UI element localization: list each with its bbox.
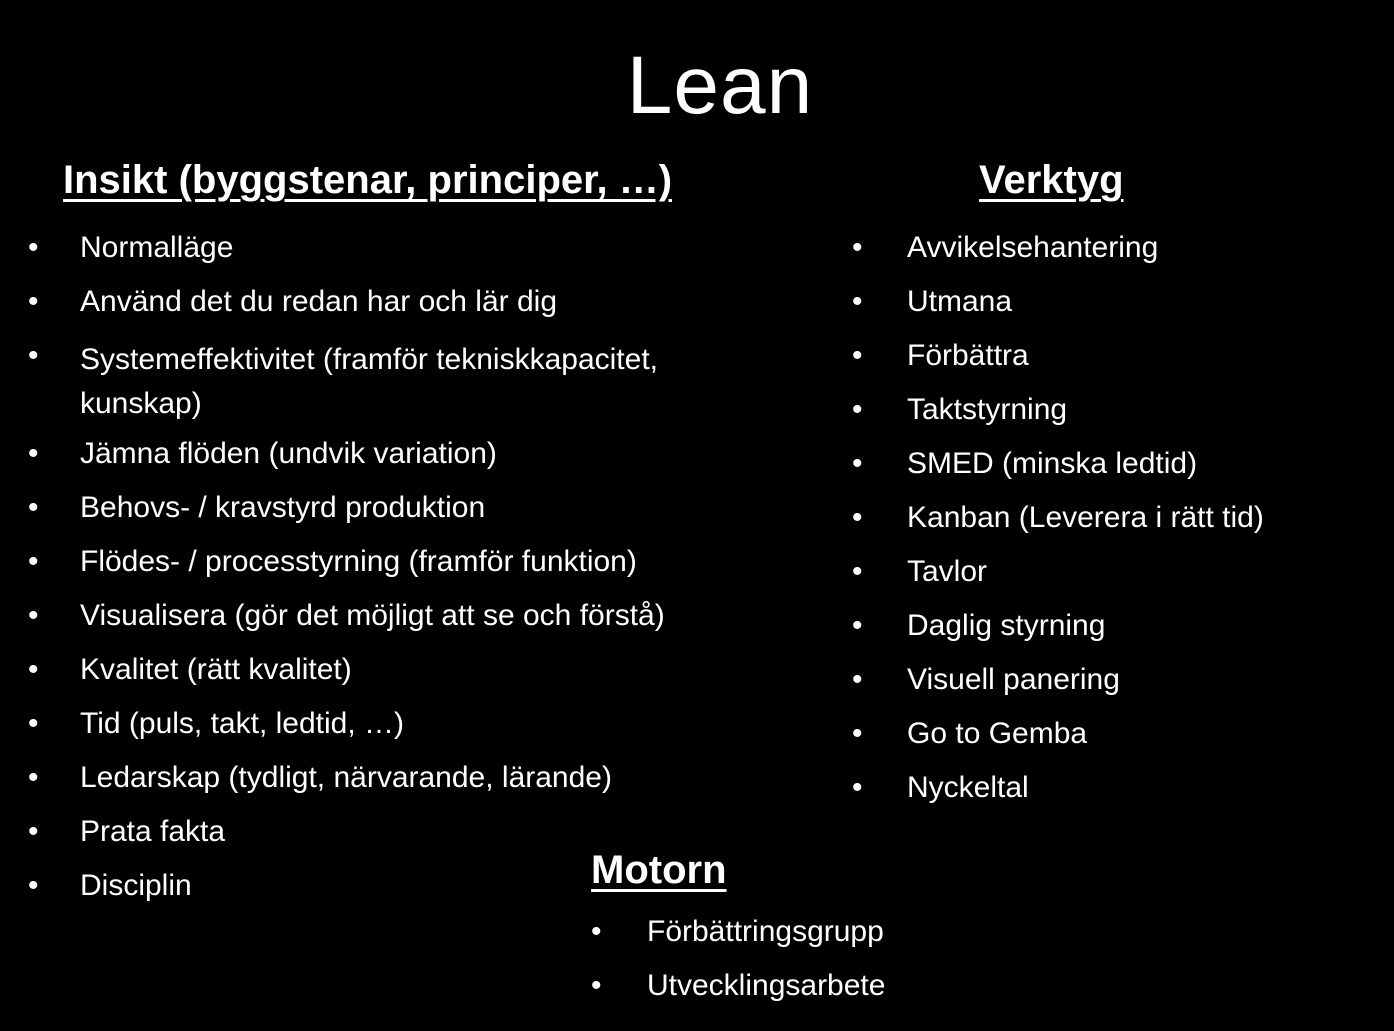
bullet: • xyxy=(852,285,863,318)
bullet: • xyxy=(852,717,863,750)
list-item: • Utvecklingsarbete xyxy=(591,969,886,1002)
tools-heading: Verktyg xyxy=(979,158,1124,202)
bullet: • xyxy=(28,653,39,686)
bullet: • xyxy=(852,663,863,696)
list-item: • Normalläge xyxy=(28,231,234,264)
bullet: • xyxy=(852,393,863,426)
list-item: • Utmana xyxy=(852,285,1013,318)
bullet: • xyxy=(28,815,39,848)
motor-list xyxy=(591,914,885,1022)
bullet: • xyxy=(28,869,39,902)
list-item: • Kvalitet (rätt kvalitet) xyxy=(28,653,352,686)
bullet: • xyxy=(852,231,863,264)
list-item: • Avvikelsehantering xyxy=(852,231,1159,264)
slide-title: Lean xyxy=(626,40,814,131)
motor-heading: Motorn xyxy=(591,848,727,892)
bullet: • xyxy=(28,437,39,470)
bullet: • xyxy=(852,609,863,642)
list-item: • Prata fakta xyxy=(28,815,226,848)
list-item: • Ledarskap (tydligt, närvarande, lärande) xyxy=(28,761,612,794)
bullet: • xyxy=(852,447,863,480)
bullet: • xyxy=(852,339,863,372)
list-item: • Taktstyrning xyxy=(852,393,1068,426)
list-item: • Go to Gemba xyxy=(852,717,1088,750)
bullet: • xyxy=(591,969,602,1002)
list-item: • SMED (minska ledtid) xyxy=(852,447,1198,480)
list-item: • Disciplin xyxy=(28,869,192,902)
list-item: • Förbättringsgrupp xyxy=(591,915,884,948)
list-item: • Visualisera (gör det möjligt att se och förstå) xyxy=(28,599,665,632)
bullet: • xyxy=(28,285,39,318)
tools-list xyxy=(852,230,1264,824)
bullet: • xyxy=(28,761,39,794)
bullet: • xyxy=(852,501,863,534)
list-item: • Nyckeltal xyxy=(852,771,1029,804)
list-item: • Daglig styrning xyxy=(852,609,1106,642)
list-item: • Behovs- / kravstyrd produktion xyxy=(28,491,486,524)
list-item: • Jämna flöden (undvik variation) xyxy=(28,437,497,470)
list-item: • Förbättra xyxy=(852,339,1029,372)
list-item: • Tid (puls, takt, ledtid, …) xyxy=(28,707,404,740)
insight-list xyxy=(28,230,828,922)
bullet: • xyxy=(591,915,602,948)
list-item: • Visuell panering xyxy=(852,663,1120,696)
list-item: • Kanban (Leverera i rätt tid) xyxy=(852,501,1264,534)
bullet: • xyxy=(28,545,39,578)
bullet: • xyxy=(852,771,863,804)
bullet: • xyxy=(28,707,39,740)
bullet: • xyxy=(28,599,39,632)
bullet: • xyxy=(28,339,39,372)
list-item: • Systemeffektivitet (framför tekniskkapacitet, kunskap) xyxy=(28,339,658,420)
bullet: • xyxy=(28,491,39,524)
list-item: • Flödes- / processtyrning (framför funktion) xyxy=(28,545,637,578)
list-item: • Tavlor xyxy=(852,555,988,588)
bullet: • xyxy=(28,231,39,264)
bullet: • xyxy=(852,555,863,588)
insight-heading: Insikt (byggstenar, principer, …) xyxy=(63,158,673,202)
list-item: • Använd det du redan har och lär dig xyxy=(28,285,557,318)
